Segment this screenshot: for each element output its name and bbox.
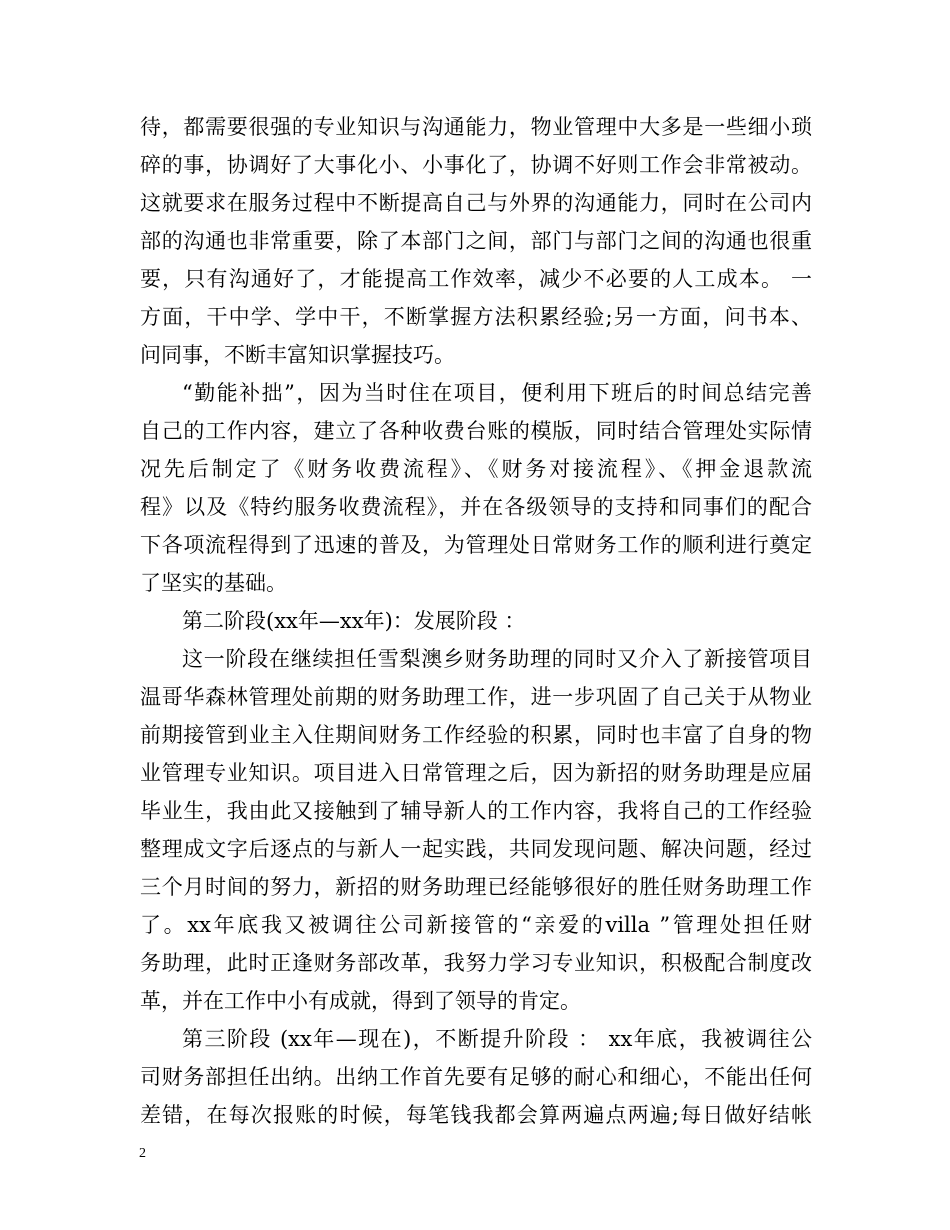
text-line: 部的沟通也非常重要，除了本部门之间，部门与部门之间的沟通也很重 (140, 229, 812, 253)
text-line: 问同事，不断丰富知识掌握技巧。 (140, 343, 455, 367)
text-line: 司财务部担任出纳。出纳工作首先要有足够的耐心和细心，不能出任何 (140, 1065, 812, 1089)
text-line: 程》以及《特约服务收费流程》，并在各级领导的支持和同事们的配合 (140, 495, 812, 519)
document-body (140, 108, 812, 1134)
text-line: 革，并在工作中小有成就，得到了领导的肯定。 (140, 989, 581, 1013)
text-line: 毕业生，我由此又接触到了辅导新人的工作内容，我将自己的工作经验 (140, 799, 812, 823)
text-line: 这一阶段在继续担任雪梨澳乡财务助理的同时又介入了新接管项目 (182, 647, 812, 671)
text-line: 碎的事，协调好了大事化小、小事化了，协调不好则工作会非常被动。 (140, 153, 812, 177)
text-line: 前期接管到业主入住期间财务工作经验的积累，同时也丰富了自身的物 (140, 723, 812, 747)
text-line: 第二阶段(xx年—xx年)：发展阶段 ： (182, 609, 526, 633)
text-line: 这就要求在服务过程中不断提高自己与外界的沟通能力，同时在公司内 (140, 191, 812, 215)
text-line: 务助理，此时正逢财务部改革，我努力学习专业知识，积极配合制度改 (140, 951, 812, 975)
text-line: 自己的工作内容，建立了各种收费台账的模版，同时结合管理处实际情 (140, 419, 812, 443)
text-line: 三个月时间的努力，新招的财务助理已经能够很好的胜任财务助理工作 (140, 875, 812, 899)
text-line: 了。xx年底我又被调往公司新接管的“亲爱的villa ”管理处担任财 (140, 913, 812, 937)
paragraph (140, 640, 812, 1020)
text-line: 待，都需要很强的专业知识与沟通能力，物业管理中大多是一些细小琐 (140, 115, 812, 139)
paragraph (140, 108, 812, 374)
section-heading (140, 602, 812, 640)
text-line: 整理成文字后逐点的与新人一起实践，共同发现问题、解决问题，经过 (140, 837, 812, 861)
text-line: “勤能补拙”，因为当时住在项目，便利用下班后的时间总结完善 (182, 381, 812, 405)
text-line: 差错，在每次报账的时候，每笔钱我都会算两遍点两遍;每日做好结帐 (140, 1103, 812, 1127)
paragraph (140, 1020, 812, 1134)
text-line: 了坚实的基础。 (140, 571, 287, 595)
paragraph (140, 374, 812, 602)
text-line: 温哥华森林管理处前期的财务助理工作，进一步巩固了自己关于从物业 (140, 685, 812, 709)
text-line: 业管理专业知识。项目进入日常管理之后，因为新招的财务助理是应届 (140, 761, 812, 785)
text-line: 要，只有沟通好了，才能提高工作效率，减少不必要的人工成本。 一 (140, 267, 812, 291)
text-line: 方面，干中学、学中干，不断掌握方法积累经验;另一方面，问书本、 (140, 305, 812, 329)
text-line: 第三阶段 (xx年—现在)，不断提升阶段 ： xx年底，我被调往公 (182, 1027, 812, 1051)
text-line: 况先后制定了《财务收费流程》、《财务对接流程》、《押金退款流 (140, 457, 812, 481)
page-number: 2 (139, 1146, 146, 1161)
text-line: 下各项流程得到了迅速的普及，为管理处日常财务工作的顺利进行奠定 (140, 533, 812, 557)
